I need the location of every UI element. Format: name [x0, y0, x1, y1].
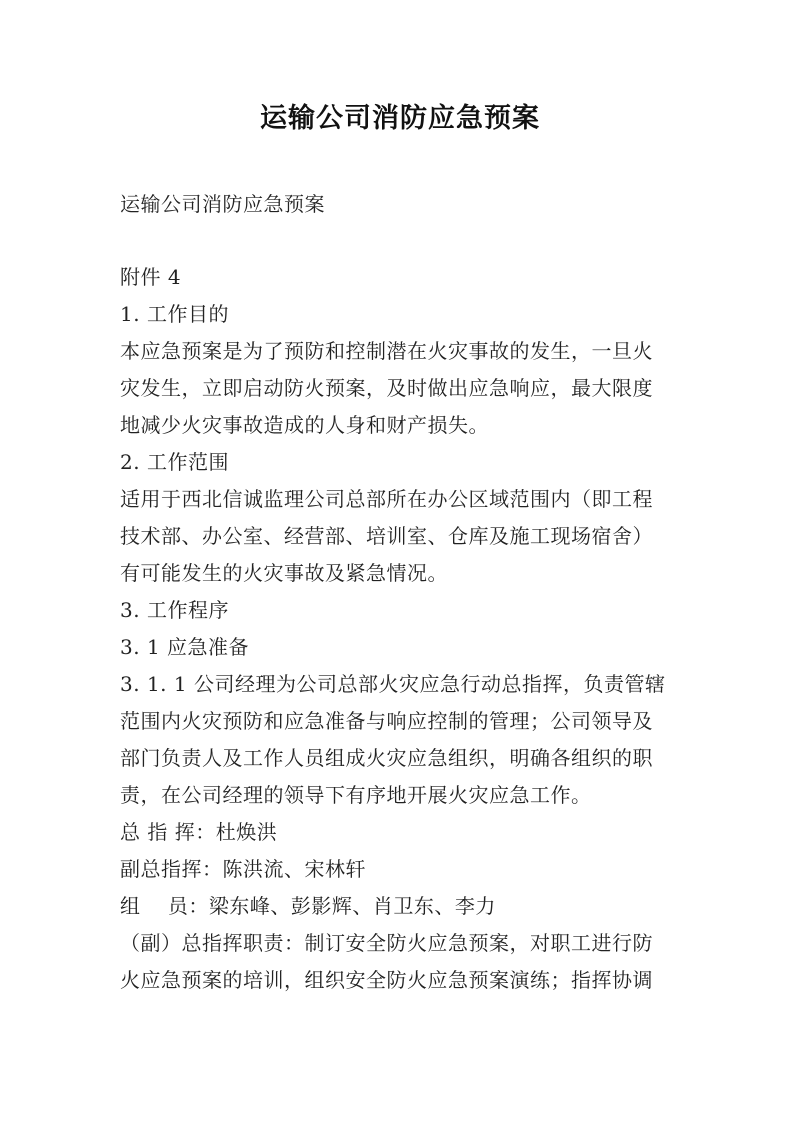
subsection-heading: 3. 1 应急准备 — [120, 635, 250, 659]
paragraph-line: 范围内火灾预防和应急准备与响应控制的管理；公司领导及 — [120, 709, 653, 733]
paragraph-line: 灾发生，立即启动防火预案，及时做出应急响应，最大限度 — [120, 376, 653, 400]
roster-line: 总 指 挥：杜焕洪 — [120, 820, 278, 844]
attachment-label: 附件 4 — [120, 265, 182, 289]
paragraph-line: 责，在公司经理的领导下有序地开展火灾应急工作。 — [120, 783, 592, 807]
paragraph-line: （副）总指挥职责：制订安全防火应急预案，对职工进行防 — [120, 931, 653, 955]
roster-line: 组 员：梁东峰、彭影辉、肖卫东、李力 — [120, 894, 496, 918]
paragraph-line: 火应急预案的培训，组织安全防火应急预案演练；指挥协调 — [120, 968, 653, 992]
document-body — [120, 259, 685, 999]
paragraph-line: 适用于西北信诚监理公司总部所在办公区域范围内（即工程 — [120, 487, 653, 511]
section-heading: 1. 工作目的 — [120, 302, 229, 326]
section-heading: 2. 工作范围 — [120, 450, 229, 474]
section-heading: 3. 工作程序 — [120, 598, 229, 622]
paragraph-line: 有可能发生的火灾事故及紧急情况。 — [120, 561, 448, 585]
subtitle-line: 运输公司消防应急预案 — [120, 192, 325, 216]
roster-line: 副总指挥：陈洪流、宋林轩 — [120, 857, 366, 881]
paragraph-line: 技术部、办公室、经营部、培训室、仓库及施工现场宿舍） — [120, 524, 653, 548]
document-subtitle — [120, 186, 685, 223]
paragraph-line: 3. 1. 1 公司经理为公司总部火灾应急行动总指挥，负责管辖 — [120, 672, 666, 696]
paragraph-line: 部门负责人及工作人员组成火灾应急组织，明确各组织的职 — [120, 746, 653, 770]
paragraph-line: 本应急预案是为了预防和控制潜在火灾事故的发生，一旦火 — [120, 339, 653, 363]
paragraph-line: 地减少火灾事故造成的人身和财产损失。 — [120, 413, 489, 437]
page-title: 运输公司消防应急预案 — [260, 103, 540, 134]
